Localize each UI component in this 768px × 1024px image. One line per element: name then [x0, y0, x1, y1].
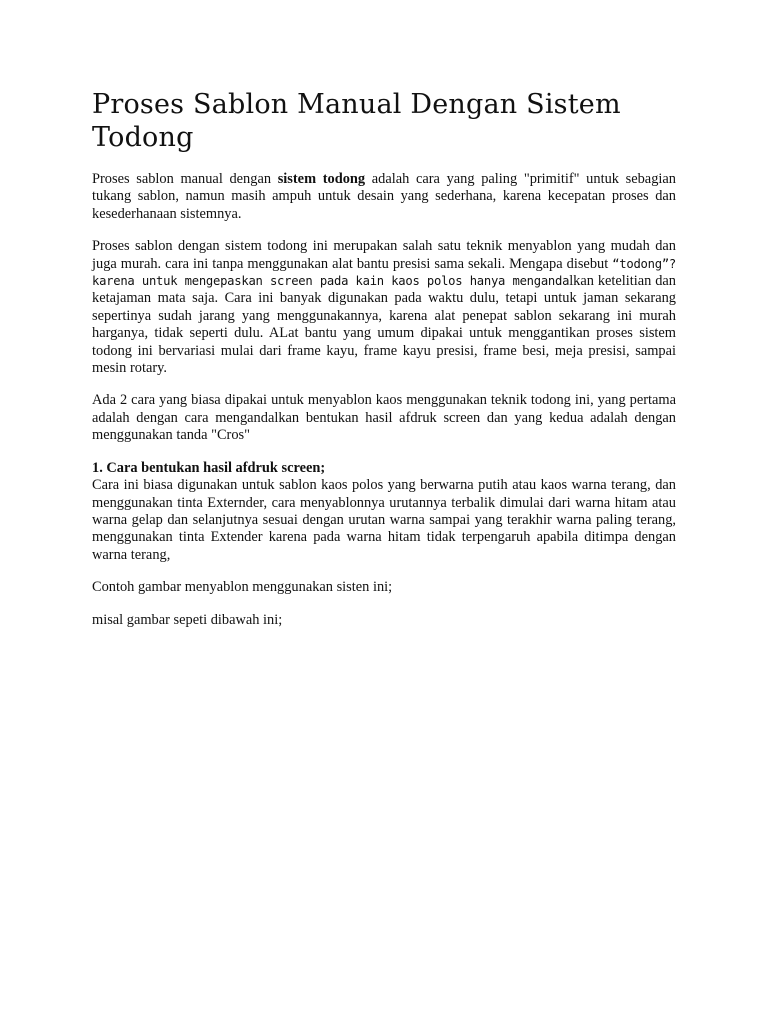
intro-text-start: Proses sablon manual dengan: [92, 171, 278, 187]
document-title: Proses Sablon Manual Dengan Sistem Todong: [92, 89, 621, 153]
explanation-mono-text: “todong”? karena untuk mengepaskan screen pada kain kaos polos hanya menganda: [92, 256, 676, 289]
paragraph-intro: [92, 171, 676, 223]
bold-term-sistem-todong: sistem todong: [277, 171, 366, 187]
paragraph-methods: Ada 2 cara yang biasa dipakai untuk menyablon kaos menggunakan teknik todong ini, yang pertama adalah dengan cara mengandalkan bentukan hasil afdruk screen dan yang kedua adalah dengan menggunakan tanda "Cros": [92, 392, 676, 444]
explanation-text-start: Proses sablon dengan sistem todong ini merupakan salah satu teknik menyablon yang mudah dan juga murah. cara ini tanpa menggunakan alat bantu presisi sama sekali. Mengapa disebut: [92, 238, 676, 272]
intro-text-end: adalah cara yang paling "primitif" untuk sebagian tukang sablon, namun masih ampuh untuk desain yang sederhana, karena kecepatan proses dan kesederhanaan sistemnya.: [92, 171, 676, 222]
section-1: [92, 460, 676, 564]
paragraph-explanation: [92, 238, 676, 377]
explanation-text-end: lkan ketelitian dan ketajaman mata saja. Cara ini banyak digunakan pada waktu dulu, tetapi untuk jaman sekarang sepertinya sudah jarang yang menggunakannya, karena alat penepat sablon sekarang ini murah harganya, tidak seperti dulu. ALat bantu yang umum dipakai untuk menggantikan proses sistem todong ini bervariasi mulai dari frame kayu, frame kayu presisi, frame besi, meja presisi, sampai mesin rotary.: [92, 273, 676, 377]
paragraph-image-note: misal gambar sepeti dibawah ini;: [92, 611, 283, 628]
paragraph-example: Contoh gambar menyablon menggunakan sisten ini;: [92, 579, 393, 596]
section-1-heading: 1. Cara bentukan hasil afdruk screen;: [92, 459, 326, 476]
section-1-body: Cara ini biasa digunakan untuk sablon kaos polos yang berwarna putih atau kaos warna terang, dan menggunakan tinta Externder, cara menyablonnya urutannya terbalik dimulai dari warna hitam atau warna gelap dan selanjutnya sesuai dengan urutan warna sampai yang terakhir warna paling terang, menggunakan tinta Extender karena pada warna hitam tidak terpengaruh apabila ditimpa dengan warna terang,: [92, 477, 676, 563]
document-page: [92, 88, 676, 644]
